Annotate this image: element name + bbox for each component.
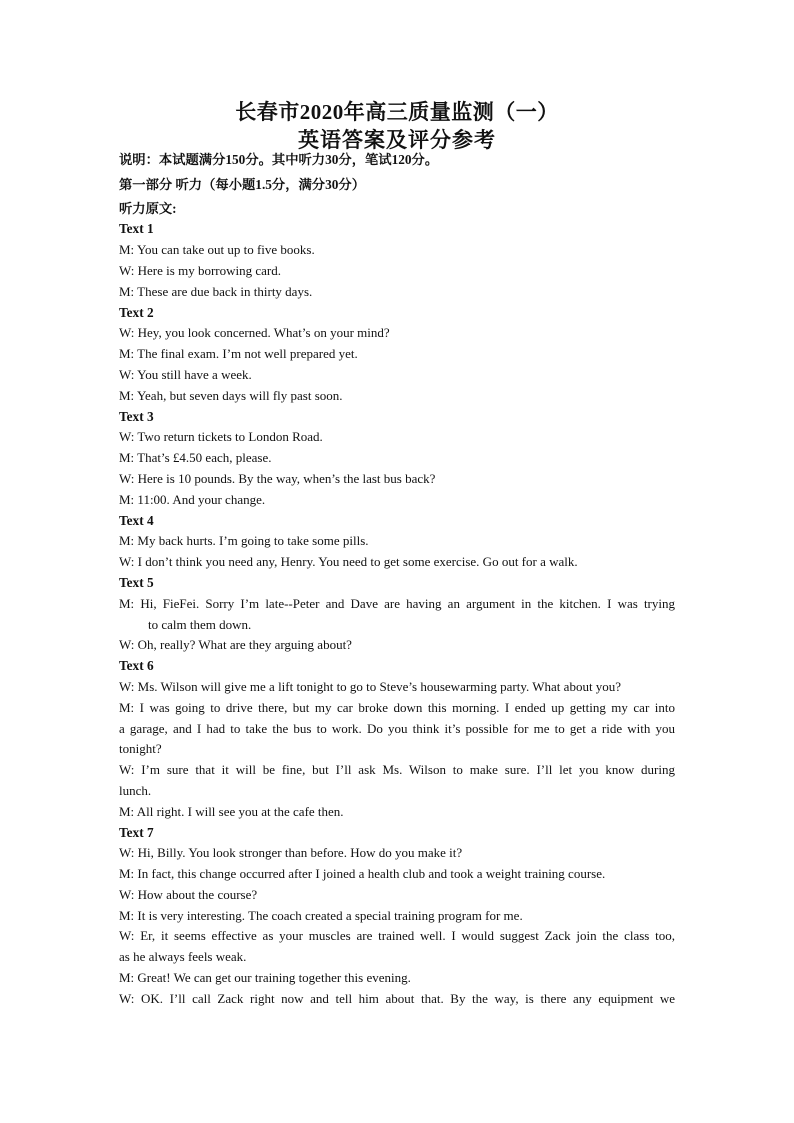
dialogue-line: W: You still have a week. bbox=[119, 366, 252, 382]
dialogue-line-continuation: lunch. bbox=[119, 782, 152, 798]
scoring-note: 说明：本试题满分150分。其中听力30分，笔试120分。 bbox=[119, 152, 439, 167]
document-title: 长春市2020年高三质量监测（一） bbox=[235, 100, 559, 124]
dialogue-line: M: I was going to drive there, but my car broke down this morning. I ended up getting my car into bbox=[119, 699, 675, 715]
dialogue-line: W: Oh, really? What are they arguing about? bbox=[119, 637, 352, 653]
dialogue-line: W: How about the course? bbox=[119, 886, 258, 902]
dialogue-line: W: Here is my borrowing card. bbox=[119, 262, 281, 278]
dialogue-line: W: I don’t think you need any, Henry. You need to get some exercise. Go out for a walk. bbox=[119, 554, 578, 570]
dialogue-line: M: You can take out up to five books. bbox=[119, 242, 315, 258]
dialogue-line-continuation: a garage, and I had to take the bus to work. Do you think it’s possible for me to get a ride with you bbox=[119, 720, 675, 736]
dialogue-line: M: 11:00. And your change. bbox=[119, 491, 266, 507]
dialogue-line: M: These are due back in thirty days. bbox=[119, 283, 313, 299]
dialogue-line: M: All right. I will see you at the cafe then. bbox=[119, 803, 344, 819]
dialogue-line: W: I’m sure that it will be fine, but I’ll ask Ms. Wilson to make sure. I’ll let you know during bbox=[119, 762, 675, 778]
dialogue-line: M: Great! We can get our training together this evening. bbox=[119, 970, 411, 986]
dialogue-line: W: Two return tickets to London Road. bbox=[119, 429, 323, 445]
dialogue-line: M: It is very interesting. The coach created a special training program for me. bbox=[119, 907, 523, 923]
dialogue-line-continuation: as he always feels weak. bbox=[119, 949, 247, 965]
document-subtitle: 英语答案及评分参考 bbox=[298, 128, 496, 152]
dialogue-line: W: Hey, you look concerned. What’s on your mind? bbox=[119, 325, 390, 341]
text6-label: Text 6 bbox=[119, 658, 154, 674]
dialogue-line: W: Er, it seems effective as your muscles are trained well. I would suggest Zack join the class too, bbox=[119, 928, 675, 944]
dialogue-line: W: Hi, Billy. You look stronger than before. How do you make it? bbox=[119, 845, 463, 861]
dialogue-line: M: That’s £4.50 each, please. bbox=[119, 450, 272, 466]
text2-label: Text 2 bbox=[119, 304, 154, 320]
part1-heading: 第一部分 听力（每小题1.5分，满分30分） bbox=[119, 176, 365, 192]
dialogue-line: M: In fact, this change occurred after I joined a health club and took a weight training course. bbox=[119, 866, 606, 882]
dialogue-line: W: Ms. Wilson will give me a lift tonight to go to Steve’s housewarming party. What about you? bbox=[119, 678, 622, 694]
text5-label: Text 5 bbox=[119, 574, 154, 590]
dialogue-line: M: Yeah, but seven days will fly past soon. bbox=[119, 387, 343, 403]
text3-label: Text 3 bbox=[119, 408, 154, 424]
dialogue-line: W: Here is 10 pounds. By the way, when’s the last bus back? bbox=[119, 470, 436, 486]
document-body bbox=[119, 150, 675, 1010]
text4-label: Text 4 bbox=[119, 512, 154, 528]
dialogue-line: M: Hi, FieFei. Sorry I’m late--Peter and Dave are having an argument in the kitchen. I was trying bbox=[119, 595, 675, 611]
dialogue-line: M: My back hurts. I’m going to take some pills. bbox=[119, 533, 369, 549]
dialogue-line-continuation: to calm them down. bbox=[148, 616, 252, 632]
dialogue-line: W: OK. I’ll call Zack right now and tell him about that. By the way, is there any equipment we bbox=[119, 990, 675, 1006]
dialogue-line: M: The final exam. I’m not well prepared yet. bbox=[119, 346, 358, 362]
text1-label: Text 1 bbox=[119, 221, 154, 237]
transcript-heading: 听力原文: bbox=[119, 200, 177, 216]
text7-label: Text 7 bbox=[119, 824, 154, 840]
dialogue-line-continuation: tonight? bbox=[119, 741, 162, 757]
